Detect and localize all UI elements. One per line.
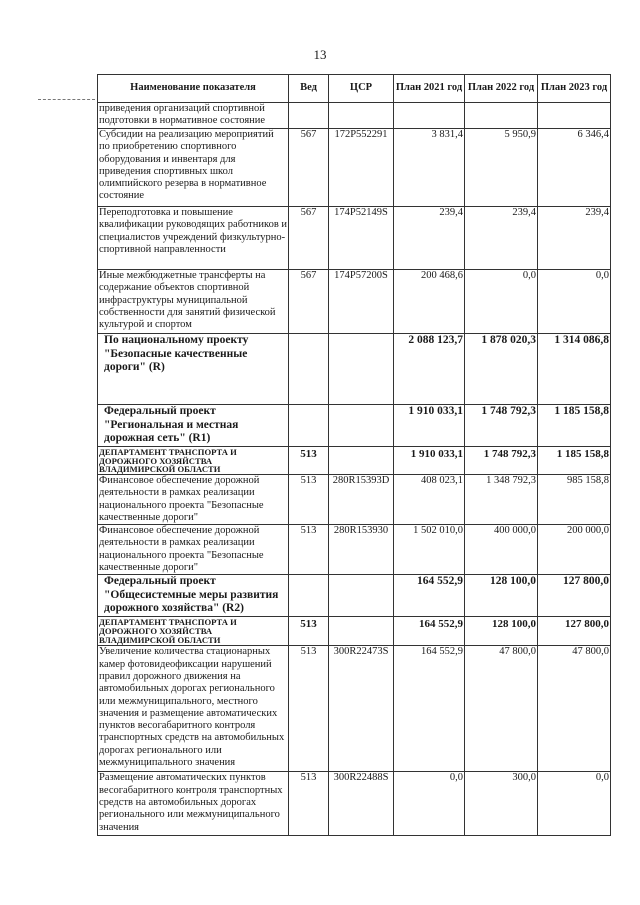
- cell-name: Федеральный проект "Общесистемные меры развития дорожного хозяйства" (R2): [98, 575, 289, 617]
- cell-csr: 172P552291: [329, 129, 394, 207]
- cell-plan-2022: 1 748 792,3: [465, 447, 538, 475]
- cell-csr: [329, 334, 394, 405]
- cell-plan-2021: 200 468,6: [394, 270, 465, 334]
- cell-ved: [289, 405, 329, 447]
- cell-ved: 567: [289, 207, 329, 270]
- cell-csr: 280R15393D: [329, 475, 394, 525]
- cell-plan-2021: 2 088 123,7: [394, 334, 465, 405]
- cell-name: Размещение автоматических пунктов весогабаритного контроля транспортных средств на автомобильных дорогах регионального или межмуниципального значения: [98, 772, 289, 836]
- header-plan-2023: План 2023 год: [538, 75, 611, 103]
- cell-ved: 513: [289, 525, 329, 575]
- cell-csr: [329, 103, 394, 129]
- cell-name: Финансовое обеспечение дорожной деятельности в рамках реализации национального проекта "Безопасные качественные дороги": [98, 525, 289, 575]
- header-name: Наименование показателя: [98, 75, 289, 103]
- table-header-row: [98, 75, 611, 103]
- cell-name: По национальному проекту "Безопасные качественные дороги" (R): [98, 334, 289, 405]
- cell-csr: [329, 575, 394, 617]
- table-row: [98, 525, 611, 575]
- table-row: [98, 772, 611, 836]
- cell-name: ДЕПАРТАМЕНТ ТРАНСПОРТА И ДОРОЖНОГО ХОЗЯЙСТВА ВЛАДИМИРСКОЙ ОБЛАСТИ: [98, 447, 289, 475]
- cell-plan-2023: 200 000,0: [538, 525, 611, 575]
- cell-csr: 280R153930: [329, 525, 394, 575]
- cell-plan-2021: 164 552,9: [394, 575, 465, 617]
- header-csr: ЦСР: [329, 75, 394, 103]
- table-row-department: [98, 447, 611, 475]
- cell-plan-2021: 1 910 033,1: [394, 447, 465, 475]
- cell-csr: [329, 447, 394, 475]
- table-row: [98, 475, 611, 525]
- table-row-federal-project: [98, 405, 611, 447]
- cell-plan-2022: [465, 103, 538, 129]
- cell-plan-2021: 164 552,9: [394, 646, 465, 772]
- table-row-project-total: [98, 334, 611, 405]
- cell-plan-2023: 985 158,8: [538, 475, 611, 525]
- cell-plan-2023: 1 185 158,8: [538, 405, 611, 447]
- cell-name: Субсидии на реализацию мероприятий по приобретению спортивного оборудования и инвентаря для приведения спортивных школ олимпийского резерва в нормативное состояние: [98, 129, 289, 207]
- cell-ved: 513: [289, 447, 329, 475]
- header-ved: Вед: [289, 75, 329, 103]
- cell-plan-2022: 1 348 792,3: [465, 475, 538, 525]
- cell-plan-2022: 1 748 792,3: [465, 405, 538, 447]
- table-row: [98, 207, 611, 270]
- cell-csr: 300R22473S: [329, 646, 394, 772]
- cell-plan-2022: 128 100,0: [465, 575, 538, 617]
- cell-plan-2022: 47 800,0: [465, 646, 538, 772]
- cell-ved: 567: [289, 129, 329, 207]
- cell-plan-2021: 1 910 033,1: [394, 405, 465, 447]
- cell-plan-2022: 0,0: [465, 270, 538, 334]
- cell-csr: [329, 617, 394, 646]
- cell-ved: [289, 103, 329, 129]
- cell-plan-2023: [538, 103, 611, 129]
- cell-csr: 300R22488S: [329, 772, 394, 836]
- cell-name: приведения организаций спортивной подготовки в нормативное состояние: [98, 103, 289, 129]
- cell-plan-2021: [394, 103, 465, 129]
- cell-plan-2023: 127 800,0: [538, 575, 611, 617]
- cell-plan-2021: 239,4: [394, 207, 465, 270]
- cell-csr: 174P57200S: [329, 270, 394, 334]
- cell-plan-2022: 1 878 020,3: [465, 334, 538, 405]
- cell-plan-2021: 164 552,9: [394, 617, 465, 646]
- cell-name: ДЕПАРТАМЕНТ ТРАНСПОРТА И ДОРОЖНОГО ХОЗЯЙСТВА ВЛАДИМИРСКОЙ ОБЛАСТИ: [98, 617, 289, 646]
- cell-ved: 513: [289, 475, 329, 525]
- cell-plan-2023: 1 185 158,8: [538, 447, 611, 475]
- cell-name: Финансовое обеспечение дорожной деятельности в рамках реализации национального проекта "Безопасные качественные дороги": [98, 475, 289, 525]
- cell-plan-2023: 47 800,0: [538, 646, 611, 772]
- cell-name: Увеличение количества стационарных камер фотовидеофиксации нарушений правил дорожного движения на автомобильных дорогах регионального или межмуниципального, местного значения и размещение автоматических пунктов весогабаритного контроля транспортных средств на автомобильных дорогах регионального или межмуниципального значения: [98, 646, 289, 772]
- cell-ved: 567: [289, 270, 329, 334]
- cell-plan-2022: 300,0: [465, 772, 538, 836]
- cell-plan-2021: 3 831,4: [394, 129, 465, 207]
- cell-plan-2021: 0,0: [394, 772, 465, 836]
- cell-name: Переподготовка и повышение квалификации руководящих работников и специалистов учреждений физкультурно-спортивной направленности: [98, 207, 289, 270]
- cell-csr: [329, 405, 394, 447]
- cell-name: Иные межбюджетные трансферты на содержание объектов спортивной инфраструктуры муниципальной собственности для занятий физической культурой и спортом: [98, 270, 289, 334]
- cell-plan-2022: 239,4: [465, 207, 538, 270]
- table-row: [98, 646, 611, 772]
- budget-table: [97, 74, 611, 836]
- page-number: 13: [313, 47, 327, 62]
- cell-plan-2023: 1 314 086,8: [538, 334, 611, 405]
- table-row: [98, 129, 611, 207]
- header-plan-2021: План 2021 год: [394, 75, 465, 103]
- cell-plan-2022: 128 100,0: [465, 617, 538, 646]
- cell-plan-2021: 408 023,1: [394, 475, 465, 525]
- table-row: [98, 103, 611, 129]
- cell-ved: 513: [289, 646, 329, 772]
- cell-plan-2023: 0,0: [538, 270, 611, 334]
- header-plan-2022: План 2022 год: [465, 75, 538, 103]
- cell-plan-2023: 239,4: [538, 207, 611, 270]
- cell-ved: [289, 575, 329, 617]
- cell-ved: 513: [289, 772, 329, 836]
- margin-dash: [38, 99, 95, 100]
- cell-name: Федеральный проект "Региональная и местная дорожная сеть" (R1): [98, 405, 289, 447]
- cell-plan-2022: 5 950,9: [465, 129, 538, 207]
- cell-plan-2023: 127 800,0: [538, 617, 611, 646]
- cell-plan-2023: 6 346,4: [538, 129, 611, 207]
- table-row-department: [98, 617, 611, 646]
- cell-plan-2023: 0,0: [538, 772, 611, 836]
- table-row: [98, 270, 611, 334]
- table-row-federal-project: [98, 575, 611, 617]
- cell-ved: 513: [289, 617, 329, 646]
- cell-plan-2022: 400 000,0: [465, 525, 538, 575]
- cell-plan-2021: 1 502 010,0: [394, 525, 465, 575]
- cell-ved: [289, 334, 329, 405]
- cell-csr: 174P52149S: [329, 207, 394, 270]
